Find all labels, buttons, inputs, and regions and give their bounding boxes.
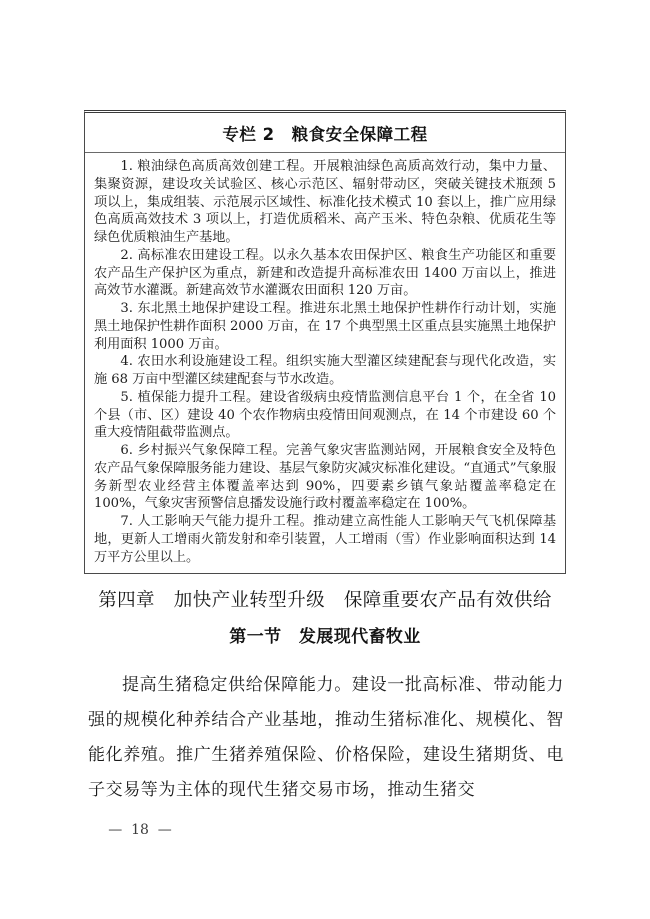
chapter-heading: 第四章 加快产业转型升级 保障重要农产品有效供给 [98, 590, 552, 611]
page-number: — 18 — [108, 822, 172, 838]
feature-box-item: 1. 粮油绿色高质高效创建工程。开展粮油绿色高质高效行动，集中力量、集聚资源，建设攻关试验区、核心示范区、辐射带动区，突破关键技术瓶颈 5 项以上，集成组装、示范展示区域性、标准化技术模式 10 套以上，推广应用绿色高质高效技术 3 项以上，打造优质稻米、高产玉米、特色杂粮、优质花生等绿色优质粮油生产基地。 [94, 159, 556, 245]
feature-box-column-2 [84, 110, 566, 574]
feature-box-item: 6. 乡村振兴气象保障工程。完善气象灾害监测站网，开展粮食安全及特色农产品气象保障服务能力建设、基层气象防灾减灾标准化建设。“直通式”气象服务新型农业经营主体覆盖率达到 90%，四要素乡镇气象站覆盖率稳定在 100%，气象灾害预警信息播发设施行政村覆盖率稳定在 100%。 [94, 443, 556, 512]
main-paragraph: 提高生猪稳定供给保障能力。建设一批高标准、带动能力强的规模化种养结合产业基地，推动生猪标准化、规模化、智能化养殖。推广生猪养殖保险、价格保险，建设生猪期货、电子交易等为主体的现代生猪交易市场，推动生猪交 [88, 675, 564, 800]
feature-box-title: 专栏 2 粮食安全保障工程 [85, 113, 565, 153]
section-heading: 第一节 发展现代畜牧业 [229, 627, 421, 647]
feature-box-body [85, 153, 565, 573]
feature-box-item: 4. 农田水利设施建设工程。组织实施大型灌区续建配套与现代化改造，实施 68 万亩中型灌区续建配套与节水改造。 [94, 354, 556, 387]
feature-box-item: 3. 东北黑土地保护建设工程。推进东北黑土地保护性耕作行动计划，实施黑土地保护性耕作面积 2000 万亩，在 17 个典型黑土区重点县实施黑土地保护利用面积 1000 万亩。 [94, 301, 556, 352]
feature-box-item: 5. 植保能力提升工程。建设省级病虫疫情监测信息平台 1 个，在全省 10 个县（市、区）建设 40 个农作物病虫疫情田间观测点，在 14 个市建设 60 个重大疫情阻截带监测点。 [94, 389, 556, 441]
feature-box-item: 7. 人工影响天气能力提升工程。推动建立高性能人工影响天气飞机保障基地，更新人工增雨火箭发射和牵引装置，人工增雨（雪）作业影响面积达到 14 万平方公里以上。 [94, 514, 556, 565]
feature-box-item: 2. 高标准农田建设工程。以永久基本农田保护区、粮食生产功能区和重要农产品生产保护区为重点，新建和改造提升高标准农田 1400 万亩以上，推进高效节水灌溉。新建高效节水灌溉农田面积 120 万亩。 [94, 247, 556, 299]
